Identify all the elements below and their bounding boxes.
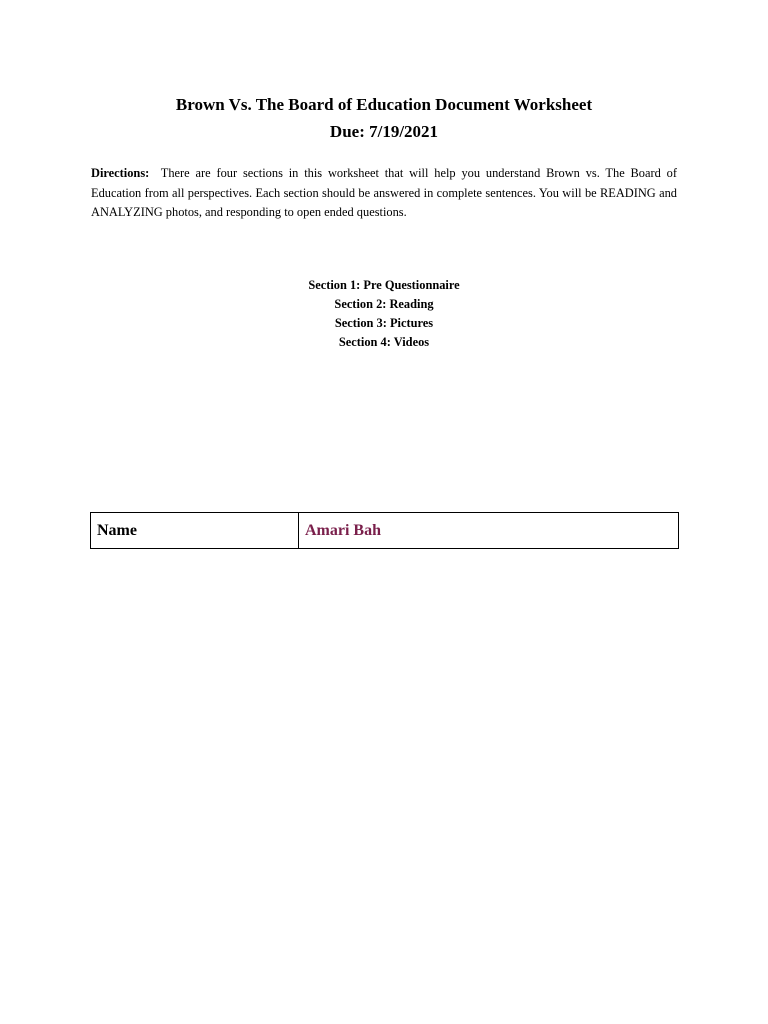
name-table <box>90 512 679 549</box>
section-item-1: Section 1: Pre Questionnaire <box>308 278 460 292</box>
name-value-cell[interactable] <box>299 513 679 549</box>
section-item-4: Section 4: Videos <box>338 335 430 349</box>
due-date: Due: 7/19/2021 <box>329 122 439 141</box>
section-item-3: Section 3: Pictures <box>334 316 434 330</box>
section-list <box>0 276 768 352</box>
name-row <box>91 513 679 549</box>
student-name: Amari Bah <box>305 521 381 539</box>
section-item-2: Section 2: Reading <box>334 297 434 311</box>
directions-label: Directions: <box>91 166 150 180</box>
document-title: Brown Vs. The Board of Education Document Worksheet <box>175 95 593 114</box>
directions-text: There are four sections in this worksheet that will help you understand Brown vs. The Board of Education from all perspectives. Each section should be answered in complete sentences. You will be READING and ANALYZING photos, and responding to open ended questions. <box>91 166 677 219</box>
name-label: Name <box>91 513 299 549</box>
directions-paragraph <box>91 164 677 223</box>
